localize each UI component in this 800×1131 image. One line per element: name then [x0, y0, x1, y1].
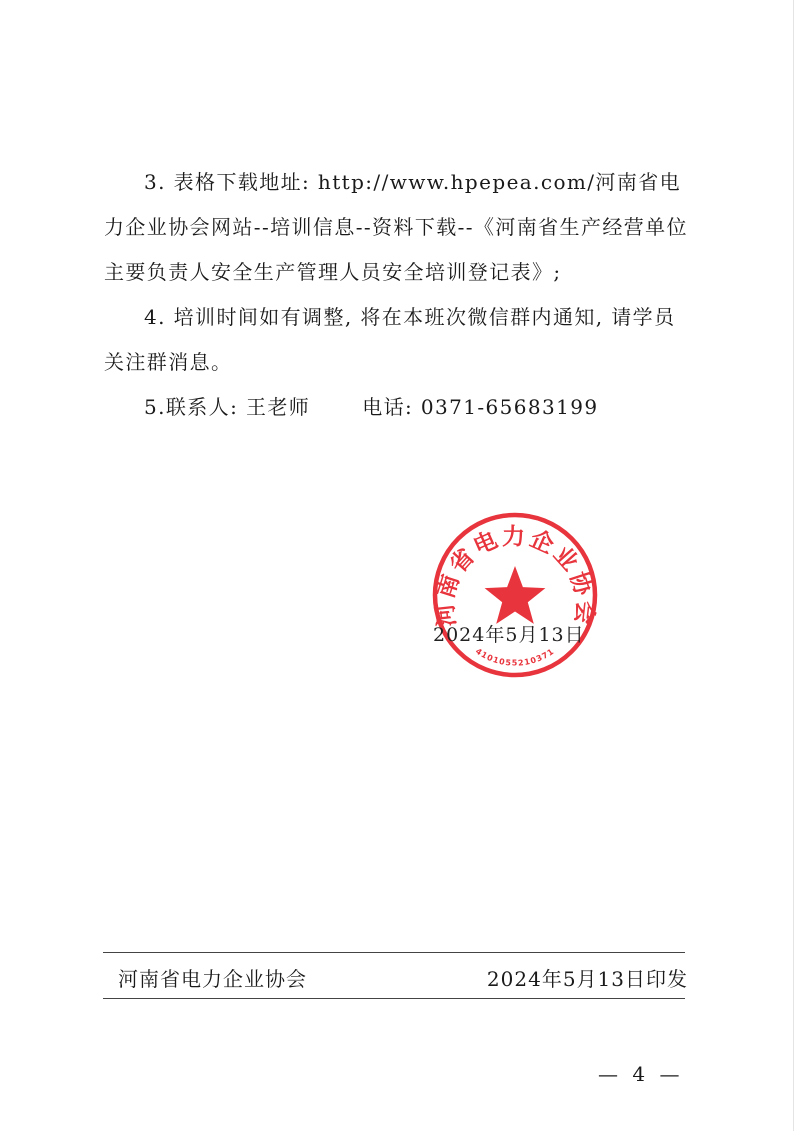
footer-issue-date: 2024年5月13日印发 [486, 967, 688, 991]
paragraph-download-address: 3. 表格下载地址: http://www.hpepea.com/河南省电力企业协会网站--培训信息--资料下载--《河南省生产经营单位主要负责人安全生产管理人员安全培训登记表》; [104, 170, 688, 284]
contact-person: 5.联系人: 王老师 [144, 395, 311, 419]
signature-date: 2024年5月13日 [433, 624, 585, 646]
footer-rule-bottom [103, 998, 685, 999]
seal-org-text: 河南省电力企业协会 [432, 524, 598, 629]
contact-phone: 电话: 0371-65683199 [362, 395, 599, 419]
document-body [104, 160, 694, 430]
footer-organization: 河南省电力企业协会 [118, 967, 307, 991]
page-number: — 4 — [598, 1062, 684, 1086]
footer-rule-top [103, 952, 685, 953]
paragraph-contact [104, 385, 694, 430]
seal-code: 4101055210371 [473, 646, 557, 668]
official-seal [430, 510, 600, 680]
paragraph-schedule-notice: 4. 培训时间如有调整, 将在本班次微信群内通知, 请学员关注群消息。 [104, 305, 676, 374]
seal-star-icon [485, 566, 546, 624]
page-edge [793, 0, 794, 1131]
